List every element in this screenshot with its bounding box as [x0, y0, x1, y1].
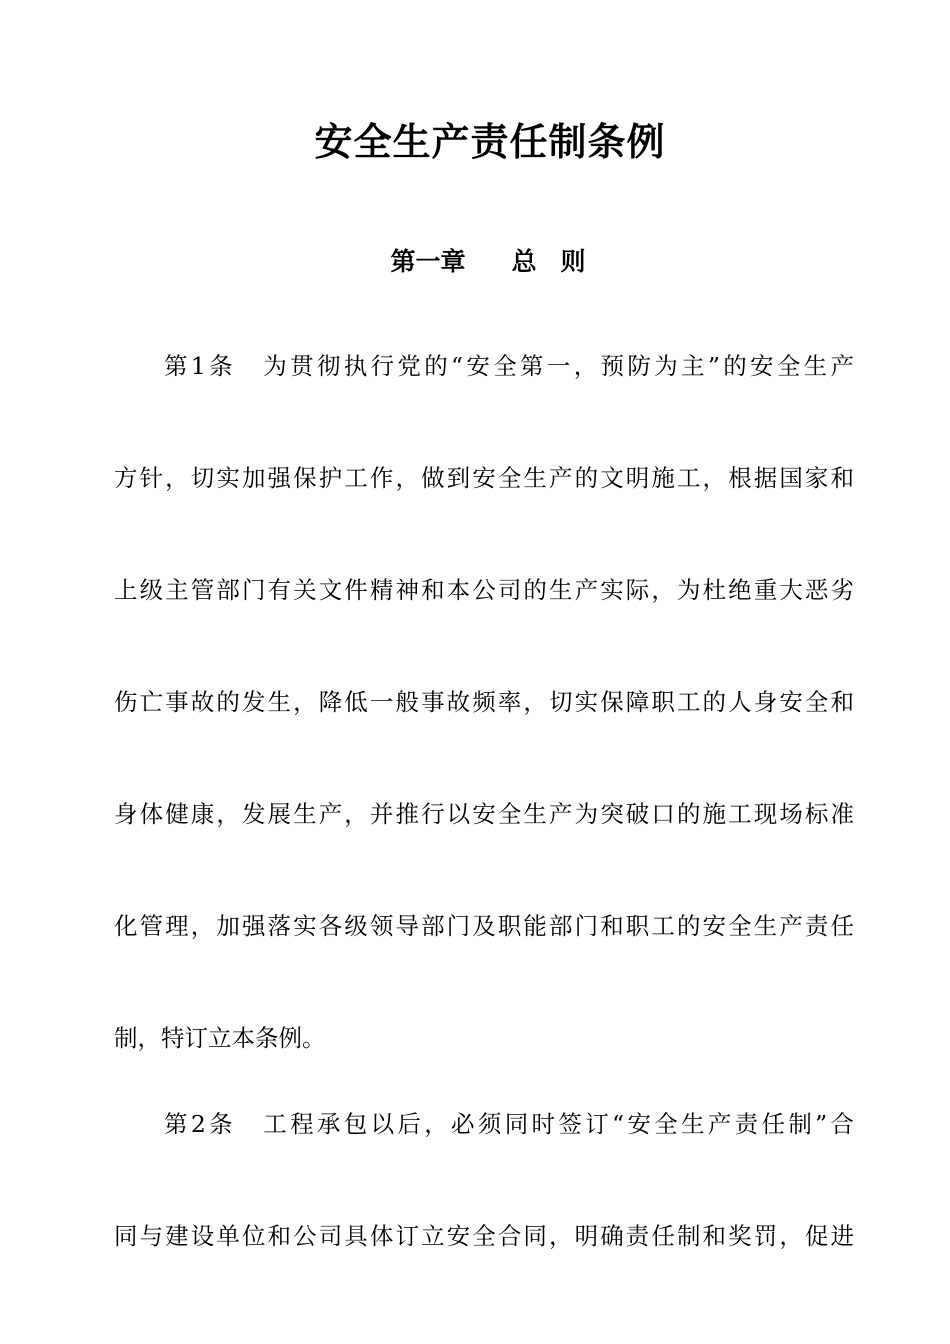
chapter-name-part1: 总 — [511, 247, 537, 276]
article-1-line-7: 制，特订立本条例。 — [114, 1024, 326, 1052]
article-2-line-1 — [164, 1104, 854, 1144]
article-2-text-line: 工程承包以后，必须同时签订“安全生产责任制”合 — [259, 1110, 854, 1138]
document-title: 安全生产责任制条例 — [314, 120, 666, 164]
article-1-line-5: 身体健康，发展生产，并推行以安全生产为突破口的施工现场标准 — [114, 800, 854, 828]
article-1-text-line: 为贯彻执行党的“安全第一，预防为主”的安全生产 — [259, 352, 854, 380]
article-1-line-4: 伤亡事故的发生，降低一般事故频率，切实保障职工的人身安全和 — [114, 688, 854, 716]
article-1-line-6: 化管理，加强落实各级领导部门及职能部门和职工的安全生产责任 — [114, 912, 854, 940]
chapter-name-part2: 则 — [560, 247, 586, 276]
chapter-heading — [0, 240, 950, 284]
article-1-label: 第1条 — [164, 352, 236, 380]
article-1-line-3: 上级主管部门有关文件精神和本公司的生产实际，为杜绝重大恶劣 — [114, 576, 854, 604]
article-2-label: 第2条 — [164, 1110, 236, 1138]
article-2-line-2: 同与建设单位和公司具体订立安全合同，明确责任制和奖罚，促进 — [114, 1222, 854, 1250]
article-1-line-1 — [164, 346, 854, 386]
article-1-line-2: 方针，切实加强保护工作，做到安全生产的文明施工，根据国家和 — [114, 464, 854, 492]
chapter-number: 第一章 — [390, 247, 466, 276]
